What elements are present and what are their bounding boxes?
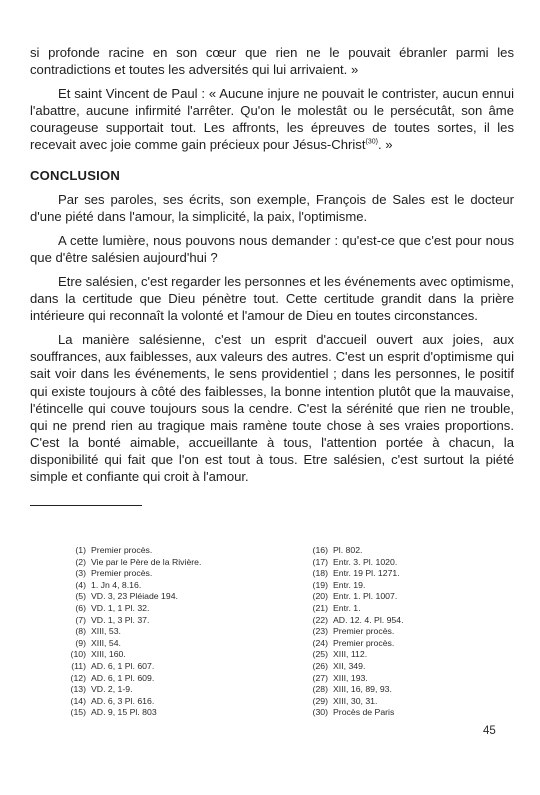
footnote-number: (24): [312, 637, 328, 648]
footnote-text: VD. 1, 3 Pl. 37.: [91, 614, 150, 625]
footnote-text: Entr. 3. Pl. 1020.: [333, 556, 398, 567]
footnote-number: (2): [75, 556, 86, 567]
paragraph-vincent-text: Et saint Vincent de Paul : « Aucune injure ne pouvait le contrister, aucun ennui l'abattre, aucune infirmité l'arrêter. Qu'on le molestât ou le persécutât, son âme courageuse supportait tout. Les affronts, les épreuves de toutes sortes, il les recevait avec joie comme gain précieux pour Jésus-Christ: [30, 86, 514, 153]
footnote-number: (13): [70, 684, 86, 695]
footnote-item: [58, 626, 300, 638]
footnote-text: Procès de Paris: [333, 707, 395, 718]
footnote-text: Premier procès.: [91, 545, 153, 555]
footnote-text: XII, 349.: [333, 660, 366, 671]
footnote-number: (6): [75, 602, 86, 613]
footnote-item: [300, 603, 488, 615]
footnote-item: [300, 638, 488, 650]
footnote-number: (19): [312, 579, 328, 590]
footnotes-left-column: [58, 545, 300, 719]
footnote-item: [300, 568, 488, 580]
footnote-item: [58, 661, 300, 673]
footnote-item: [58, 580, 300, 592]
quote-close: . »: [377, 137, 393, 153]
footnotes: [58, 545, 488, 719]
footnote-text: XIII, 54.: [91, 637, 121, 648]
footnote-text: XIII, 30, 31.: [333, 695, 378, 706]
paragraph-continuation: si profonde racine en son cœur que rien ne le pouvait ébranler parmi les contradictions et toutes les adversités qui lui arrivaient. »: [30, 45, 514, 78]
footnote-item: [58, 603, 300, 615]
footnote-text: Entr. 19 Pl. 1271.: [333, 568, 400, 579]
page-body: [30, 44, 514, 506]
footnote-item: [58, 615, 300, 627]
paragraph-docteur: Par ses paroles, ses écrits, son exemple, François de Sales est le docteur d'une piété dans l'amour, la simplicité, la paix, l'optimisme.: [30, 191, 514, 224]
footnote-text: Pl. 802.: [333, 545, 363, 555]
footnote-item: [58, 684, 300, 696]
footnote-text: AD. 12. 4. Pl. 954.: [333, 614, 404, 625]
footnote-number: (18): [312, 568, 328, 579]
footnote-number: (17): [312, 556, 328, 567]
footnote-text: 1. Jn 4, 8.16.: [91, 579, 142, 590]
footnote-number: (30): [312, 707, 328, 718]
footnote-number: (12): [70, 672, 86, 683]
footnote-item: [300, 615, 488, 627]
footnote-text: AD. 6, 1 Pl. 607.: [91, 660, 155, 671]
footnote-text: VD. 3, 23 Pléiade 194.: [91, 591, 178, 602]
footnote-text: Premier procès.: [91, 568, 153, 579]
footnote-item: [300, 673, 488, 685]
footnote-number: (22): [312, 614, 328, 625]
footnote-number: (29): [312, 695, 328, 706]
footnote-item: [300, 707, 488, 719]
footnote-number: (25): [312, 649, 328, 660]
footnotes-right-column: [300, 545, 488, 719]
footnote-number: (16): [312, 545, 328, 555]
section-heading-conclusion: CONCLUSION: [30, 167, 121, 183]
footnote-text: AD. 6, 3 Pl. 616.: [91, 695, 155, 706]
footnote-item: [58, 673, 300, 685]
footnote-text: VD. 2, 1-9.: [91, 684, 133, 695]
footnote-text: Entr. 1.: [333, 602, 361, 613]
paragraph-question: A cette lumière, nous pouvons nous demander : qu'est-ce que c'est pour nous que d'être salésien aujourd'hui ?: [30, 232, 514, 265]
footnote-text: AD. 9, 15 Pl. 803: [91, 707, 157, 718]
footnote-text: Entr. 1. Pl. 1007.: [333, 591, 398, 602]
footnote-number: (20): [312, 591, 328, 602]
footnote-item: [58, 649, 300, 661]
paragraph-vincent-de-paul: [30, 85, 514, 153]
paragraph-etre-salesien: Etre salésien, c'est regarder les personnes et les événements avec optimisme, dans la certitude que Dieu pénètre tout. Cette certitude grandit dans la prière intérieure qui reconnaît la volonté et l'amour de Dieu en toutes circonstances.: [30, 273, 514, 324]
footnote-item: [300, 545, 488, 557]
footnote-item: [58, 557, 300, 569]
footnote-text: XIII, 193.: [333, 672, 368, 683]
footnote-number: (1): [75, 545, 86, 555]
footnote-item: [300, 684, 488, 696]
footnote-text: XIII, 112.: [333, 649, 368, 660]
footnote-reference-30[interactable]: (30): [365, 139, 378, 147]
page-number: 45: [483, 725, 496, 737]
footnote-number: (3): [75, 568, 86, 579]
footnote-number: (21): [312, 602, 328, 613]
footnote-text: XIII, 53.: [91, 626, 121, 637]
footnote-number: (5): [75, 591, 86, 602]
footnote-item: [58, 568, 300, 580]
footnote-number: (8): [75, 626, 86, 637]
footnote-number: (9): [75, 637, 86, 648]
footnote-item: [58, 545, 300, 557]
footnote-item: [58, 707, 300, 719]
footnote-text: XIII, 16, 89, 93.: [333, 684, 392, 695]
footnote-text: Vie par le Père de la Rivière.: [91, 556, 202, 567]
footnote-text: Premier procès.: [333, 626, 395, 637]
footnote-number: (28): [312, 684, 328, 695]
footnote-text: Entr. 19.: [333, 579, 366, 590]
footnote-item: [300, 580, 488, 592]
footnote-item: [58, 591, 300, 603]
footnote-item: [300, 591, 488, 603]
footnote-text: AD. 6, 1 Pl. 609.: [91, 672, 155, 683]
footnote-item: [300, 557, 488, 569]
paragraph-maniere-salesienne: La manière salésienne, c'est un esprit d'accueil ouvert aux joies, aux souffrances, aux faiblesses, aux valeurs des autres. C'est un esprit d'optimisme qui sait voir dans les événements, le sens providentiel ; dans les personnes, le positif qui existe toujours à côté des faiblesses, la bonne intention plutôt que la mauvaise, l'étincelle qui couve toujours sous la cendre. C'est la sérénité que rien ne trouble, qui ne prend rien au tragique mais ramène toute chose à ses vraies proportions. C'est la bonté aimable, accueillante à tous, l'attention portée à chacun, la disponibilité qui fait que l'on est tout à tous. Etre salésien, c'est surtout la piété simple et confiante qui croit à l'amour.: [30, 332, 514, 484]
footnote-number: (27): [312, 672, 328, 683]
footnote-number: (11): [71, 660, 86, 671]
footnote-number: (23): [312, 626, 328, 637]
footnote-number: (10): [70, 649, 86, 660]
footnote-item: [300, 696, 488, 708]
footnote-text: VD. 1, 1 Pl. 32.: [91, 602, 150, 613]
footnote-item: [300, 661, 488, 673]
footnote-number: (26): [312, 660, 328, 671]
footnote-text: XIII, 160.: [91, 649, 126, 660]
footnote-item: [300, 649, 488, 661]
footnote-number: (7): [75, 614, 86, 625]
footnote-separator: [30, 505, 142, 506]
footnote-number: (4): [75, 579, 86, 590]
footnote-number: (15): [70, 707, 86, 718]
footnote-text: Premier procès.: [333, 637, 395, 648]
footnote-number: (14): [70, 695, 86, 706]
footnote-item: [58, 638, 300, 650]
footnote-item: [300, 626, 488, 638]
footnote-item: [58, 696, 300, 708]
